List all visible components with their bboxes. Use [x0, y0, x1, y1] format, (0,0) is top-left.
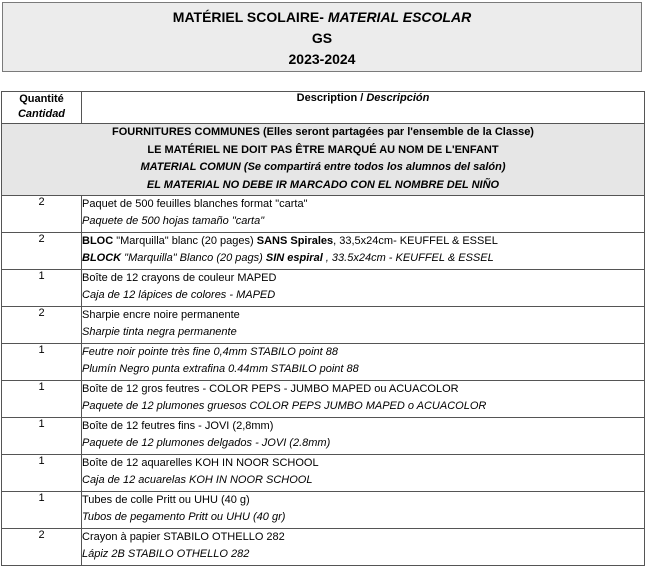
- item-quantity: 1: [2, 418, 82, 455]
- item-description-es: Paquete de 500 hojas tamaño "carta": [82, 215, 265, 227]
- common-note-line-3: MATERIAL COMUN (Se compartirá entre todos los alumnos del salón): [140, 161, 506, 173]
- item-quantity: 1: [2, 270, 82, 307]
- item-fr-text-end: , 33,5x24cm- KEUFFEL & ESSEL: [333, 235, 498, 247]
- item-description-fr: Feutre noir pointe très fine 0,4mm STABILO point 88: [82, 346, 338, 358]
- table-row: [2, 381, 645, 418]
- item-quantity: 2: [2, 529, 82, 566]
- item-description: [82, 233, 645, 270]
- common-note-line-4: EL MATERIAL NO DEBE IR MARCADO CON EL NOMBRE DEL NIÑO: [146, 178, 500, 191]
- item-description: [82, 492, 645, 529]
- description-column-header: [82, 92, 645, 124]
- item-quantity: 1: [2, 344, 82, 381]
- item-description-fr: Boîte de 12 crayons de couleur MAPED: [82, 272, 277, 284]
- item-description-es: Plumín Negro punta extrafina 0.44mm STABILO point 88: [82, 363, 359, 375]
- table-row: [2, 307, 645, 344]
- supply-list-table: [1, 91, 645, 566]
- item-description-es: Caja de 12 lápices de colores - MAPED: [82, 289, 276, 301]
- item-description: [82, 307, 645, 344]
- item-description-fr: Paquet de 500 feuilles blanches format "carta": [82, 198, 308, 210]
- item-description-es: Lápiz 2B STABILO OTHELLO 282: [82, 548, 250, 560]
- title-french: MATÉRIEL SCOLAIRE-: [172, 9, 328, 25]
- table-row: [2, 270, 645, 307]
- title-line: [3, 7, 641, 28]
- item-description-fr: Boîte de 12 gros feutres - COLOR PEPS - JUMBO MAPED ou ACUACOLOR: [82, 383, 459, 395]
- item-fr-text: "Marquilla" blanc (20 pages): [113, 235, 257, 247]
- item-description-fr: Boîte de 12 aquarelles KOH IN NOOR SCHOOL: [82, 457, 319, 469]
- item-es-bold-spiral: SIN espiral: [265, 252, 323, 264]
- item-fr-bold-spirals: SANS Spirales: [256, 235, 334, 247]
- common-note-line-1: FOURNITURES COMMUNES (Elles seront partagées par l'ensemble de la Classe): [112, 126, 534, 138]
- item-es-bold-block: BLOCK: [82, 252, 122, 264]
- grade-label: GS: [311, 30, 333, 46]
- item-quantity: 1: [2, 492, 82, 529]
- item-description-es: Paquete de 12 plumones gruesos COLOR PEPS JUMBO MAPED o ACUACOLOR: [82, 400, 487, 412]
- table-row: [2, 344, 645, 381]
- table-row: [2, 233, 645, 270]
- common-note-line-2: LE MATÉRIEL NE DOIT PAS ÊTRE MARQUÉ AU NOM DE L'ENFANT: [147, 143, 499, 156]
- quantity-column-header: [2, 92, 82, 124]
- item-description-fr: [82, 233, 644, 250]
- item-quantity: 2: [2, 233, 82, 270]
- table-row: [2, 455, 645, 492]
- item-es-text-end: , 33.5x24cm - KEUFFEL & ESSEL: [322, 252, 494, 264]
- school-year: 2023-2024: [288, 51, 356, 67]
- item-quantity: 1: [2, 381, 82, 418]
- item-description-es: Caja de 12 acuarelas KOH IN NOOR SCHOOL: [82, 474, 313, 486]
- item-description-fr: Sharpie encre noire permanente: [82, 309, 240, 321]
- item-description: [82, 455, 645, 492]
- item-description-fr: Crayon à papier STABILO OTHELLO 282: [82, 531, 285, 543]
- item-quantity: 2: [2, 196, 82, 233]
- table-header-row: [2, 92, 645, 124]
- item-description: [82, 418, 645, 455]
- common-supplies-note: [2, 124, 645, 196]
- document-title-box: [2, 2, 642, 72]
- item-fr-bold-block: BLOC: [82, 235, 114, 247]
- item-description: [82, 381, 645, 418]
- item-quantity: 1: [2, 455, 82, 492]
- common-supplies-note-row: [2, 124, 645, 196]
- item-quantity: 2: [2, 307, 82, 344]
- item-description-es: Tubos de pegamento Pritt ou UHU (40 gr): [82, 511, 286, 523]
- item-description: [82, 344, 645, 381]
- item-description: [82, 196, 645, 233]
- title-spanish: MATERIAL ESCOLAR: [327, 9, 472, 25]
- description-header-fr: Description /: [296, 92, 367, 104]
- table-row: [2, 196, 645, 233]
- item-description: [82, 270, 645, 307]
- item-description-es: Paquete de 12 plumones delgados - JOVI (2.8mm): [82, 437, 331, 449]
- description-header-es: Descripción: [366, 92, 430, 104]
- quantity-header-es: Cantidad: [17, 108, 66, 120]
- table-row: [2, 492, 645, 529]
- item-es-text: "Marquilla" Blanco (20 pags): [121, 252, 266, 264]
- quantity-header-fr: Quantité: [19, 93, 64, 105]
- item-description-es: Sharpie tinta negra permanente: [82, 326, 237, 338]
- table-row: [2, 418, 645, 455]
- item-description-es: [82, 250, 644, 267]
- item-description-fr: Tubes de colle Pritt ou UHU (40 g): [82, 494, 250, 506]
- item-description-fr: Boîte de 12 feutres fins - JOVI (2,8mm): [82, 420, 274, 432]
